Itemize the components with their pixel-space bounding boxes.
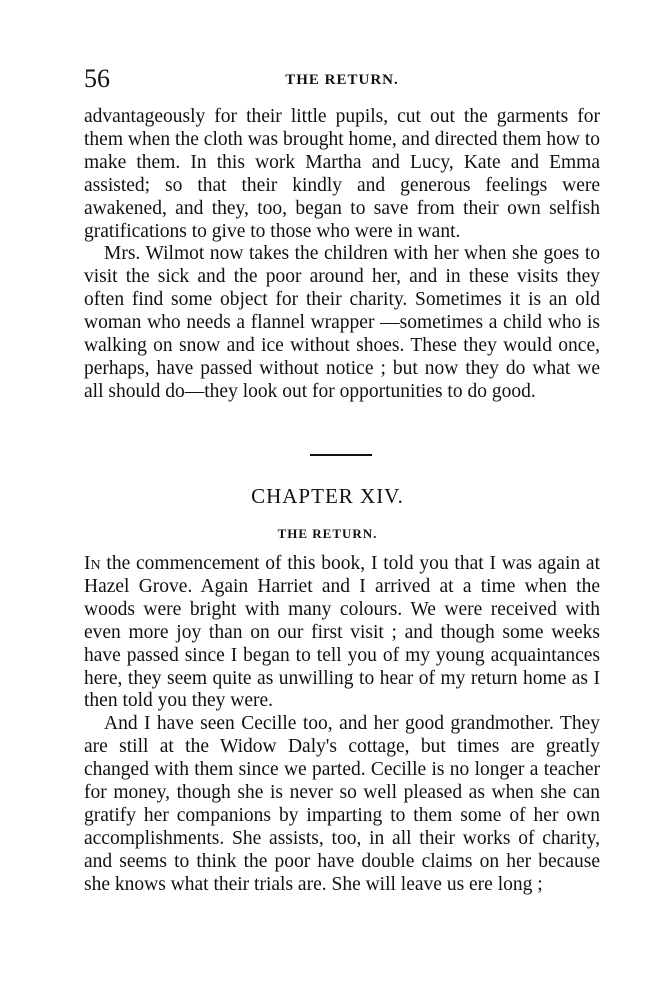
running-title: THE RETURN. [285,72,399,88]
page-header [84,64,600,96]
paragraph [84,553,600,713]
opening-word: In [84,553,101,574]
paragraph: advantageously for their little pupils, cut out the garments for them when the cloth was brought home, and directed them how to make them. In this work Martha and Lucy, Kate and Emma assisted; so that their kindly and generous feelings were awakened, and they, too, began to save from their own selfish gratifications to give to those who were in want. [84,106,600,242]
chapter-end-text [84,106,600,404]
paragraph-text: the commencement of this book, I told you that I was again at Hazel Grove. Again Harriet and I arrived at a time when the woods were bright with many colours. We were received with even more joy than on our first visit ; and though some weeks have passed since I began to tell you of my young acquaintances here, they seem quite as unwilling to hear of my return home as I then told you they were. [84,553,600,712]
paragraph: And I have seen Cecille too, and her good grandmother. They are still at the Widow Daly's cottage, but times are greatly changed with them since we parted. Cecille is no longer a teacher for money, though she is never so well pleased as when she can gratify her companions by imparting to them some of her own accomplishments. She assists, too, in all their works of charity, and seems to think the poor have double claims on her because she knows what their trials are. She will leave us ere long ; [84,713,600,895]
chapter-heading: CHAPTER XIV. [251,484,404,508]
section-divider [310,454,372,456]
chapter-subtitle: THE RETURN. [277,526,378,541]
page-number: 56 [84,64,110,93]
paragraph: Mrs. Wilmot now takes the children with her when she goes to visit the sick and the poor around her, and in these visits they often find some object for their charity. Sometimes it is an old woman who needs a flannel wrapper —sometimes a child who is walking on snow and ice without shoes. These they would once, perhaps, have passed without notice ; but now they do what we all should do—they look out for opportunities to do good. [84,243,600,402]
chapter-start-text [84,553,600,897]
